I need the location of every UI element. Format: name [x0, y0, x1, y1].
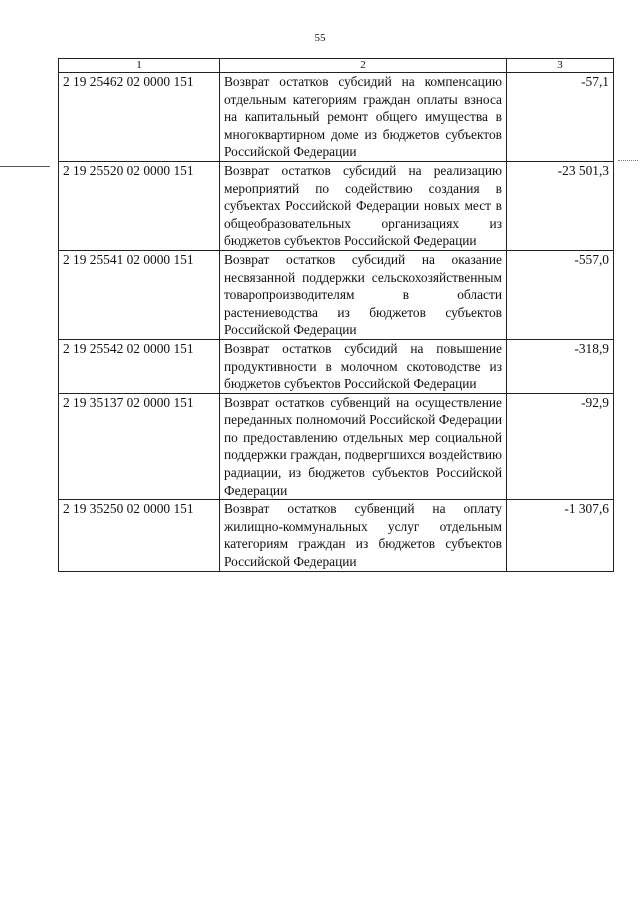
row-description: Возврат остатков субсидий на реализацию мероприятий по содействию создания в субъектах Российской Федерации новых мест в общеобразовательных организациях из бюджетов субъектов Российской Федерации	[220, 161, 507, 250]
column-header-description: 2	[220, 59, 507, 73]
table-row	[59, 161, 614, 250]
table-header-row	[59, 59, 614, 73]
row-amount: -1 307,6	[507, 500, 614, 571]
budget-code: 2 19 25541 02 0000 151	[59, 250, 220, 339]
row-description: Возврат остатков субсидий на оказание несвязанной поддержки сельскохозяйственным товаропроизводителям в области растениеводства из бюджетов субъектов Российской Федерации	[220, 250, 507, 339]
scan-mark-right	[618, 160, 638, 161]
budget-code: 2 19 25462 02 0000 151	[59, 73, 220, 162]
budget-code: 2 19 25520 02 0000 151	[59, 161, 220, 250]
budget-table	[58, 58, 614, 572]
table-row	[59, 250, 614, 339]
budget-code: 2 19 35250 02 0000 151	[59, 500, 220, 571]
row-amount: -318,9	[507, 339, 614, 393]
page-number: 55	[314, 32, 326, 44]
row-description: Возврат остатков субсидий на повышение продуктивности в молочном скотоводстве из бюджетов субъектов Российской Федерации	[220, 339, 507, 393]
table-row	[59, 73, 614, 162]
budget-code: 2 19 25542 02 0000 151	[59, 339, 220, 393]
row-description: Возврат остатков субвенций на осуществление переданных полномочий Российской Федерации по предоставлению отдельных мер социальной поддержки граждан, подвергшихся воздействию радиации, из бюджетов субъектов Российской Федерации	[220, 393, 507, 500]
table-row	[59, 500, 614, 571]
row-amount: -92,9	[507, 393, 614, 500]
row-amount: -557,0	[507, 250, 614, 339]
row-amount: -57,1	[507, 73, 614, 162]
column-header-amount: 3	[507, 59, 614, 73]
budget-code: 2 19 35137 02 0000 151	[59, 393, 220, 500]
table-row	[59, 339, 614, 393]
scan-mark-left	[0, 166, 50, 167]
row-description: Возврат остатков субсидий на компенсацию отдельным категориям граждан оплаты взноса на капитальный ремонт общего имущества в многоквартирном доме из бюджетов субъектов Российской Федерации	[220, 73, 507, 162]
row-amount: -23 501,3	[507, 161, 614, 250]
table-row	[59, 393, 614, 500]
column-header-code: 1	[59, 59, 220, 73]
row-description: Возврат остатков субвенций на оплату жилищно-коммунальных услуг отдельным категориям граждан из бюджетов субъектов Российской Федерации	[220, 500, 507, 571]
